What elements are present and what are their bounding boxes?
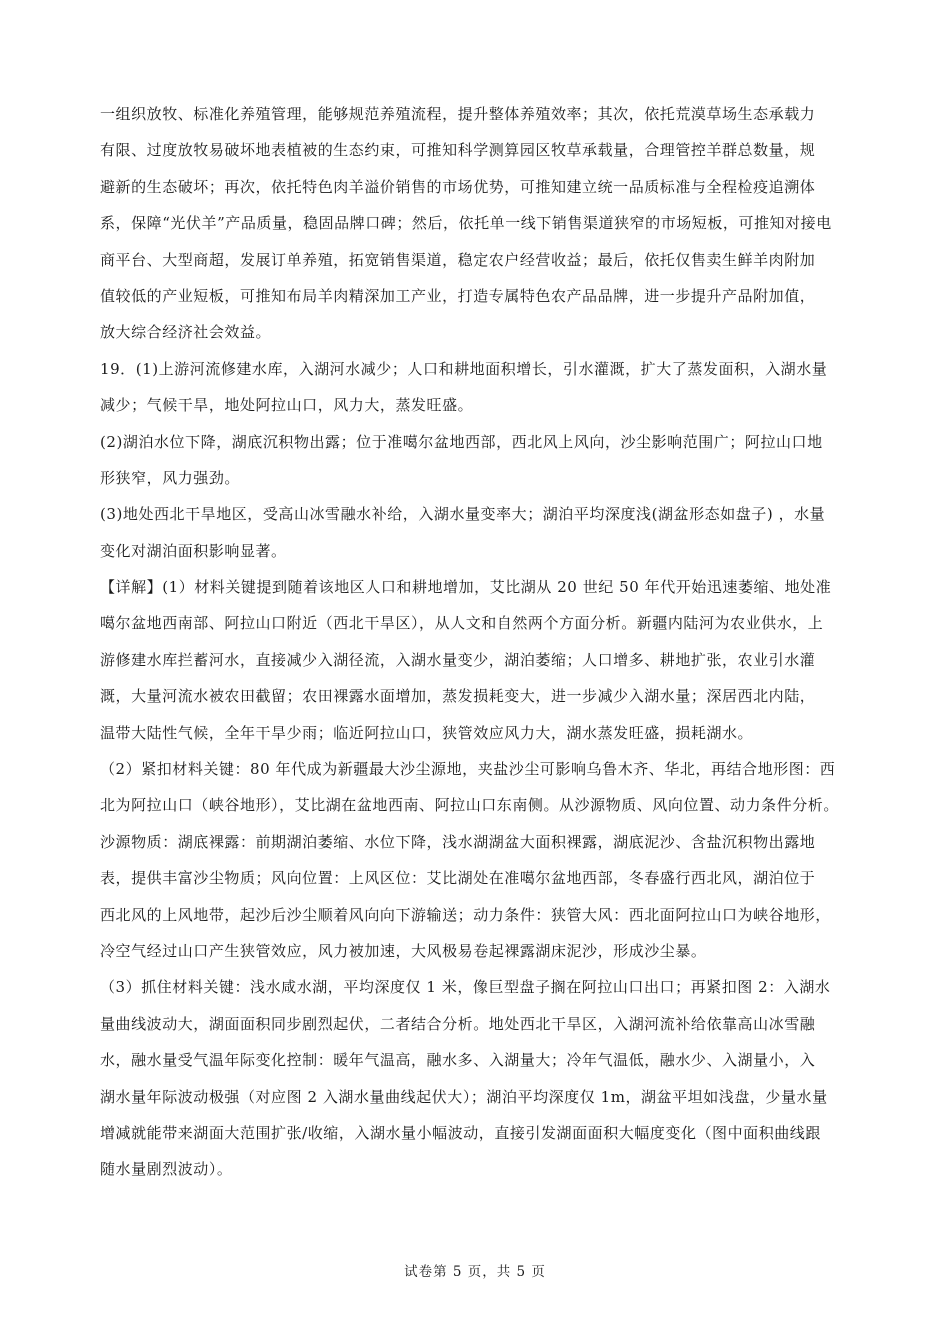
- text-line: 冷空气经过山口产生狭管效应，风力被加速，大风极易卷起裸露湖床泥沙，形成沙尘暴。: [100, 941, 707, 960]
- text-line: 量曲线波动大，湖面面积同步剧烈起伏，二者结合分析。地处西北干旱区，入湖河流补给依靠高山冰雪融: [100, 1014, 816, 1033]
- text-line: 溉，大量河流水被农田截留；农田裸露水面增加，蒸发损耗变大，进一步减少入湖水量；深居西北内陆，: [100, 687, 816, 706]
- text-line: 变化对湖泊面积影响显著。: [100, 541, 287, 560]
- text-line: 游修建水库拦蓄河水，直接减少入湖径流，入湖水量变少，湖泊萎缩；人口增多、耕地扩张，农业引水灌: [100, 650, 816, 669]
- text-line: (2)湖泊水位下降，湖底沉积物出露；位于准噶尔盆地西部，西北风上风向，沙尘影响范围广；阿拉山口地: [100, 432, 823, 451]
- text-line: （2）紧扣材料关键：80 年代成为新疆最大沙尘源地，夹盐沙尘可影响乌鲁木齐、华北，再结合地形图：西: [100, 760, 836, 779]
- text-line: 减少；气候干旱，地处阿拉山口，风力大，蒸发旺盛。: [100, 396, 474, 415]
- text-line: （3）抓住材料关键：浅水咸水湖，平均深度仅 1 米，像巨型盘子搁在阿拉山口出口；再紧扣图 2：入湖水: [100, 978, 831, 997]
- text-line: 商平台、大型商超，发展订单养殖，拓宽销售渠道，稳定农户经营收益；最后，依托仅售卖生鲜羊肉附加: [100, 250, 816, 269]
- text-line: 形狭窄，风力强劲。: [100, 468, 240, 487]
- text-line: 有限、过度放牧易破坏地表植被的生态约束，可推知科学测算园区牧草承载量，合理管控羊群总数量，规: [100, 141, 816, 160]
- text-line: 温带大陆性气候，全年干旱少雨；临近阿拉山口，狭管效应风力大，湖水蒸发旺盛，损耗湖水。: [100, 723, 754, 742]
- text-line: 19．(1)上游河流修建水库，入湖河水减少；人口和耕地面积增长，引水灌溉，扩大了蒸发面积，入湖水量: [100, 359, 828, 378]
- text-line: 【详解】(1）材料关键提到随着该地区人口和耕地增加，艾比湖从 20 世纪 50 年代开始迅速萎缩、地处准: [100, 578, 832, 597]
- text-line: (3)地处西北干旱地区，受高山冰雪融水补给，入湖水量变率大；湖泊平均深度浅(湖盆形态如盘子) ，水量: [100, 505, 826, 524]
- answer-text: [100, 96, 855, 1188]
- text-line: 沙源物质：湖底裸露：前期湖泊萎缩、水位下降，浅水湖湖盆大面积裸露，湖底泥沙、含盐沉积物出露地: [100, 832, 816, 851]
- text-line: 一组织放牧、标准化养殖管理，能够规范养殖流程，提升整体养殖效率；其次，依托荒漠草场生态承载力: [100, 105, 816, 123]
- text-line: 西北风的上风地带，起沙后沙尘顺着风向向下游输送；动力条件：狭管大风：西北面阿拉山口为峡谷地形，: [100, 905, 831, 924]
- page-footer: 试卷第 5 页，共 5 页: [404, 1264, 546, 1280]
- text-line: 湖水量年际波动极强（对应图 2 入湖水量曲线起伏大）；湖泊平均深度仅 1m，湖盆平坦如浅盘，少量水量: [100, 1087, 828, 1106]
- text-line: 噶尔盆地西南部、阿拉山口附近（西北干旱区），从人文和自然两个方面分析。新疆内陆河为农业供水，上: [100, 614, 824, 633]
- text-line: 避新的生态破坏；再次，依托特色肉羊溢价销售的市场优势，可推知建立统一品质标准与全程检疫追溯体: [100, 177, 816, 196]
- text-line: 北为阿拉山口（峡谷地形），艾比湖在盆地西南、阿拉山口东南侧。从沙源物质、风向位置、动力条件分析。: [100, 796, 839, 815]
- text-line: 值较低的产业短板，可推知布局羊肉精深加工产业，打造专属特色农产品品牌，进一步提升产品附加值，: [100, 286, 816, 305]
- text-line: 增减就能带来湖面大范围扩张/收缩，入湖水量小幅波动，直接引发湖面面积大幅度变化（图中面积曲线跟: [100, 1123, 821, 1142]
- text-line: 表，提供丰富沙尘物质；风向位置：上风区位：艾比湖处在准噶尔盆地西部，冬春盛行西北风，湖泊位于: [100, 869, 816, 888]
- text-line: 水，融水量受气温年际变化控制：暖年气温高，融水多、入湖量大；冷年气温低，融水少、入湖量小，入: [100, 1051, 816, 1070]
- text-line: 随水量剧烈波动）。: [100, 1160, 233, 1179]
- text-line: 系，保障“光伏羊”产品质量，稳固品牌口碑；然后，依托单一线下销售渠道狭窄的市场短板，可推知对接电: [100, 214, 832, 233]
- text-line: 放大综合经济社会效益。: [100, 323, 272, 342]
